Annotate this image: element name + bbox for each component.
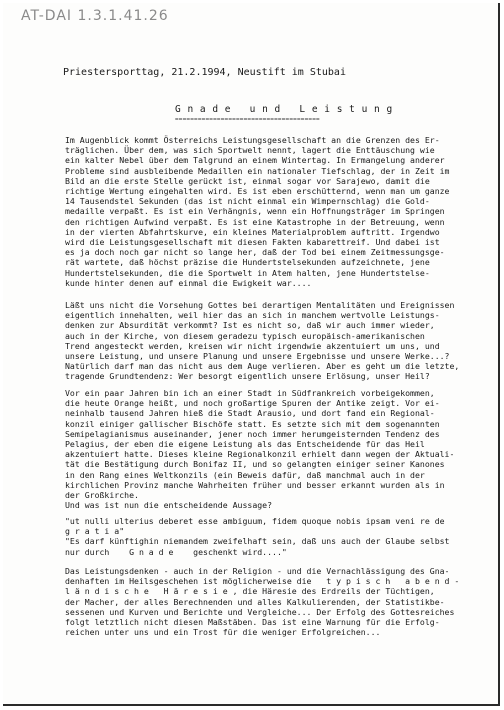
- title-underline: ======================================: [175, 116, 320, 123]
- paragraph-3: Vor ein paar Jahren bin ich an einer Stadt in Südfrankreich vorbeigekommen, die heute Orange heißt, und noch großartige Spuren der Antike zeigt. Vor ei- neinhalb tausend Jahren hieß die Stadt Arausio, und dort fand ein Regional- konzil einiger gallischer Bischöfe statt. Es setzte sich mit dem sogenannten Semipelagianismus auseinander, jener noch immer herumgeisternden Tendenz des Pelagius, der eben die eigene Leistung als das Entscheidende für das Heil akzentuiert hatte. Dieses kleine Regionalkonzil erhielt dann wegen der Aktuali- tät die Bestätigung durch Bonifaz II, und so gelangten einiger seiner Kanones in den Rang eines Weltkonzils (ein Beweis dafür, daß manchmal auch in der kirchlichen Provinz manche Wahrheiten früher und besser erkannt wurden als in der Großkirche. Und was ist nun die entscheidende Aussage?: [65, 388, 455, 511]
- document-header: Priestersporttag, 21.2.1994, Neustift im Stubai: [63, 67, 346, 78]
- paragraph-5: Das Leistungsdenken - auch in der Religion - und die Vernachlässigung des Gna- denhaften im Heilsgeschehen ist möglicherweise die t y p i s c h a b e n d - l ä n d i s c h e H ä r e s i e , die Häresie des Erdreils der Tüchtigen, der Macher, der alles Berechnenden und alles Kalkulierenden, der Statistikbe- sessenen und Kurven und Berichte und Vergleiche... Der Erfolg des Gottesreiches folgt letztlich nicht diesen Maßstäben. Das ist eine Warnung für die Erfolg- reichen unter uns und ein Trost für die weniger Erfolgreichen...: [65, 566, 460, 638]
- paragraph-4-quote: "ut nulli ulterius deberet esse ambiguum, fidem quoque nobis ipsam veni re de g r a t i a" "Es darf künftighin niemandem zweifelhaft sein, daß uns auch der Glaube selbst nur durch G n a d e geschenkt wird....": [65, 516, 450, 557]
- archive-stamp: AT-DAI 1.3.1.41.26: [21, 8, 169, 24]
- document-title: G n a d e u n d L e i s t u n g: [175, 104, 393, 115]
- document-page: [3, 3, 500, 706]
- paragraph-2: Läßt uns nicht die Vorsehung Gottes bei derartigen Mentalitäten und Ereignissen eigentlich innehalten, weil hier das an sich in manchem wertvolle Leistungs- denken zur Absurdität verkommt? Ist es nicht so, daß wir auch immer wieder, auch in der Kirche, von diesem geradezu typisch europäisch-amerikanischen Trend angesteckt werden, kreisen wir nicht irgendwie akzentuiert um uns, und unsere Leistung, und unsere Planung und unsere Ergebnisse und unsere Werke...? Natürlich darf man das nicht aus dem Auge verlieren. Aber es geht um die letzte, tragende Grundtendenz: Wer besorgt eigentlich unsere Erlösung, unser Heil?: [65, 300, 460, 382]
- paragraph-1: Im Augenblick kommt Österreichs Leistungsgesellschaft an die Grenzen des Er- träglichen. Über dem, was sich Sportwelt nennt, lagert die Enttäuschung wie ein kalter Nebel über dem Talgrund an einem Wintertag. In Ermangelung anderer Probleme sind ausbleibende Medaillen ein nationaler Tiefschlag, der in Zeit im Bild an die erste Stelle gerückt ist, einmal sogar vor Sarajewo, damit die richtige Wertung eingehalten wird. Es ist eben erschütternd, wenn man um ganze 14 Tausendstel Sekunden (das ist nicht einmal ein Wimpernschlag) die Gold- medaille verpaßt. Es ist ein Verhängnis, wenn ein Hoffnungsträger im Springen den richtigen Aufwind verpaßt. Es ist eine Katastrophe in der Betreuung, wenn in der vierten Abfahrtskurve, ein kleines Materialproblem auftritt. Irgendwo wird die Leistungsgesellschaft mit diesen Fakten kabarettreif. Und dabei ist es ja doch noch gar nicht so lange her, daß der Tod bei einem Zeitmessungsge- rät wartete, daß höchst präzise die Hundertstelsekunden aufzeichnete, jene Hundertstelsekunden, die die Sportwelt in Atem halten, jene Hundertstelse- kunde hinter denen auf einmal die Ewigkeit war....: [65, 135, 450, 288]
